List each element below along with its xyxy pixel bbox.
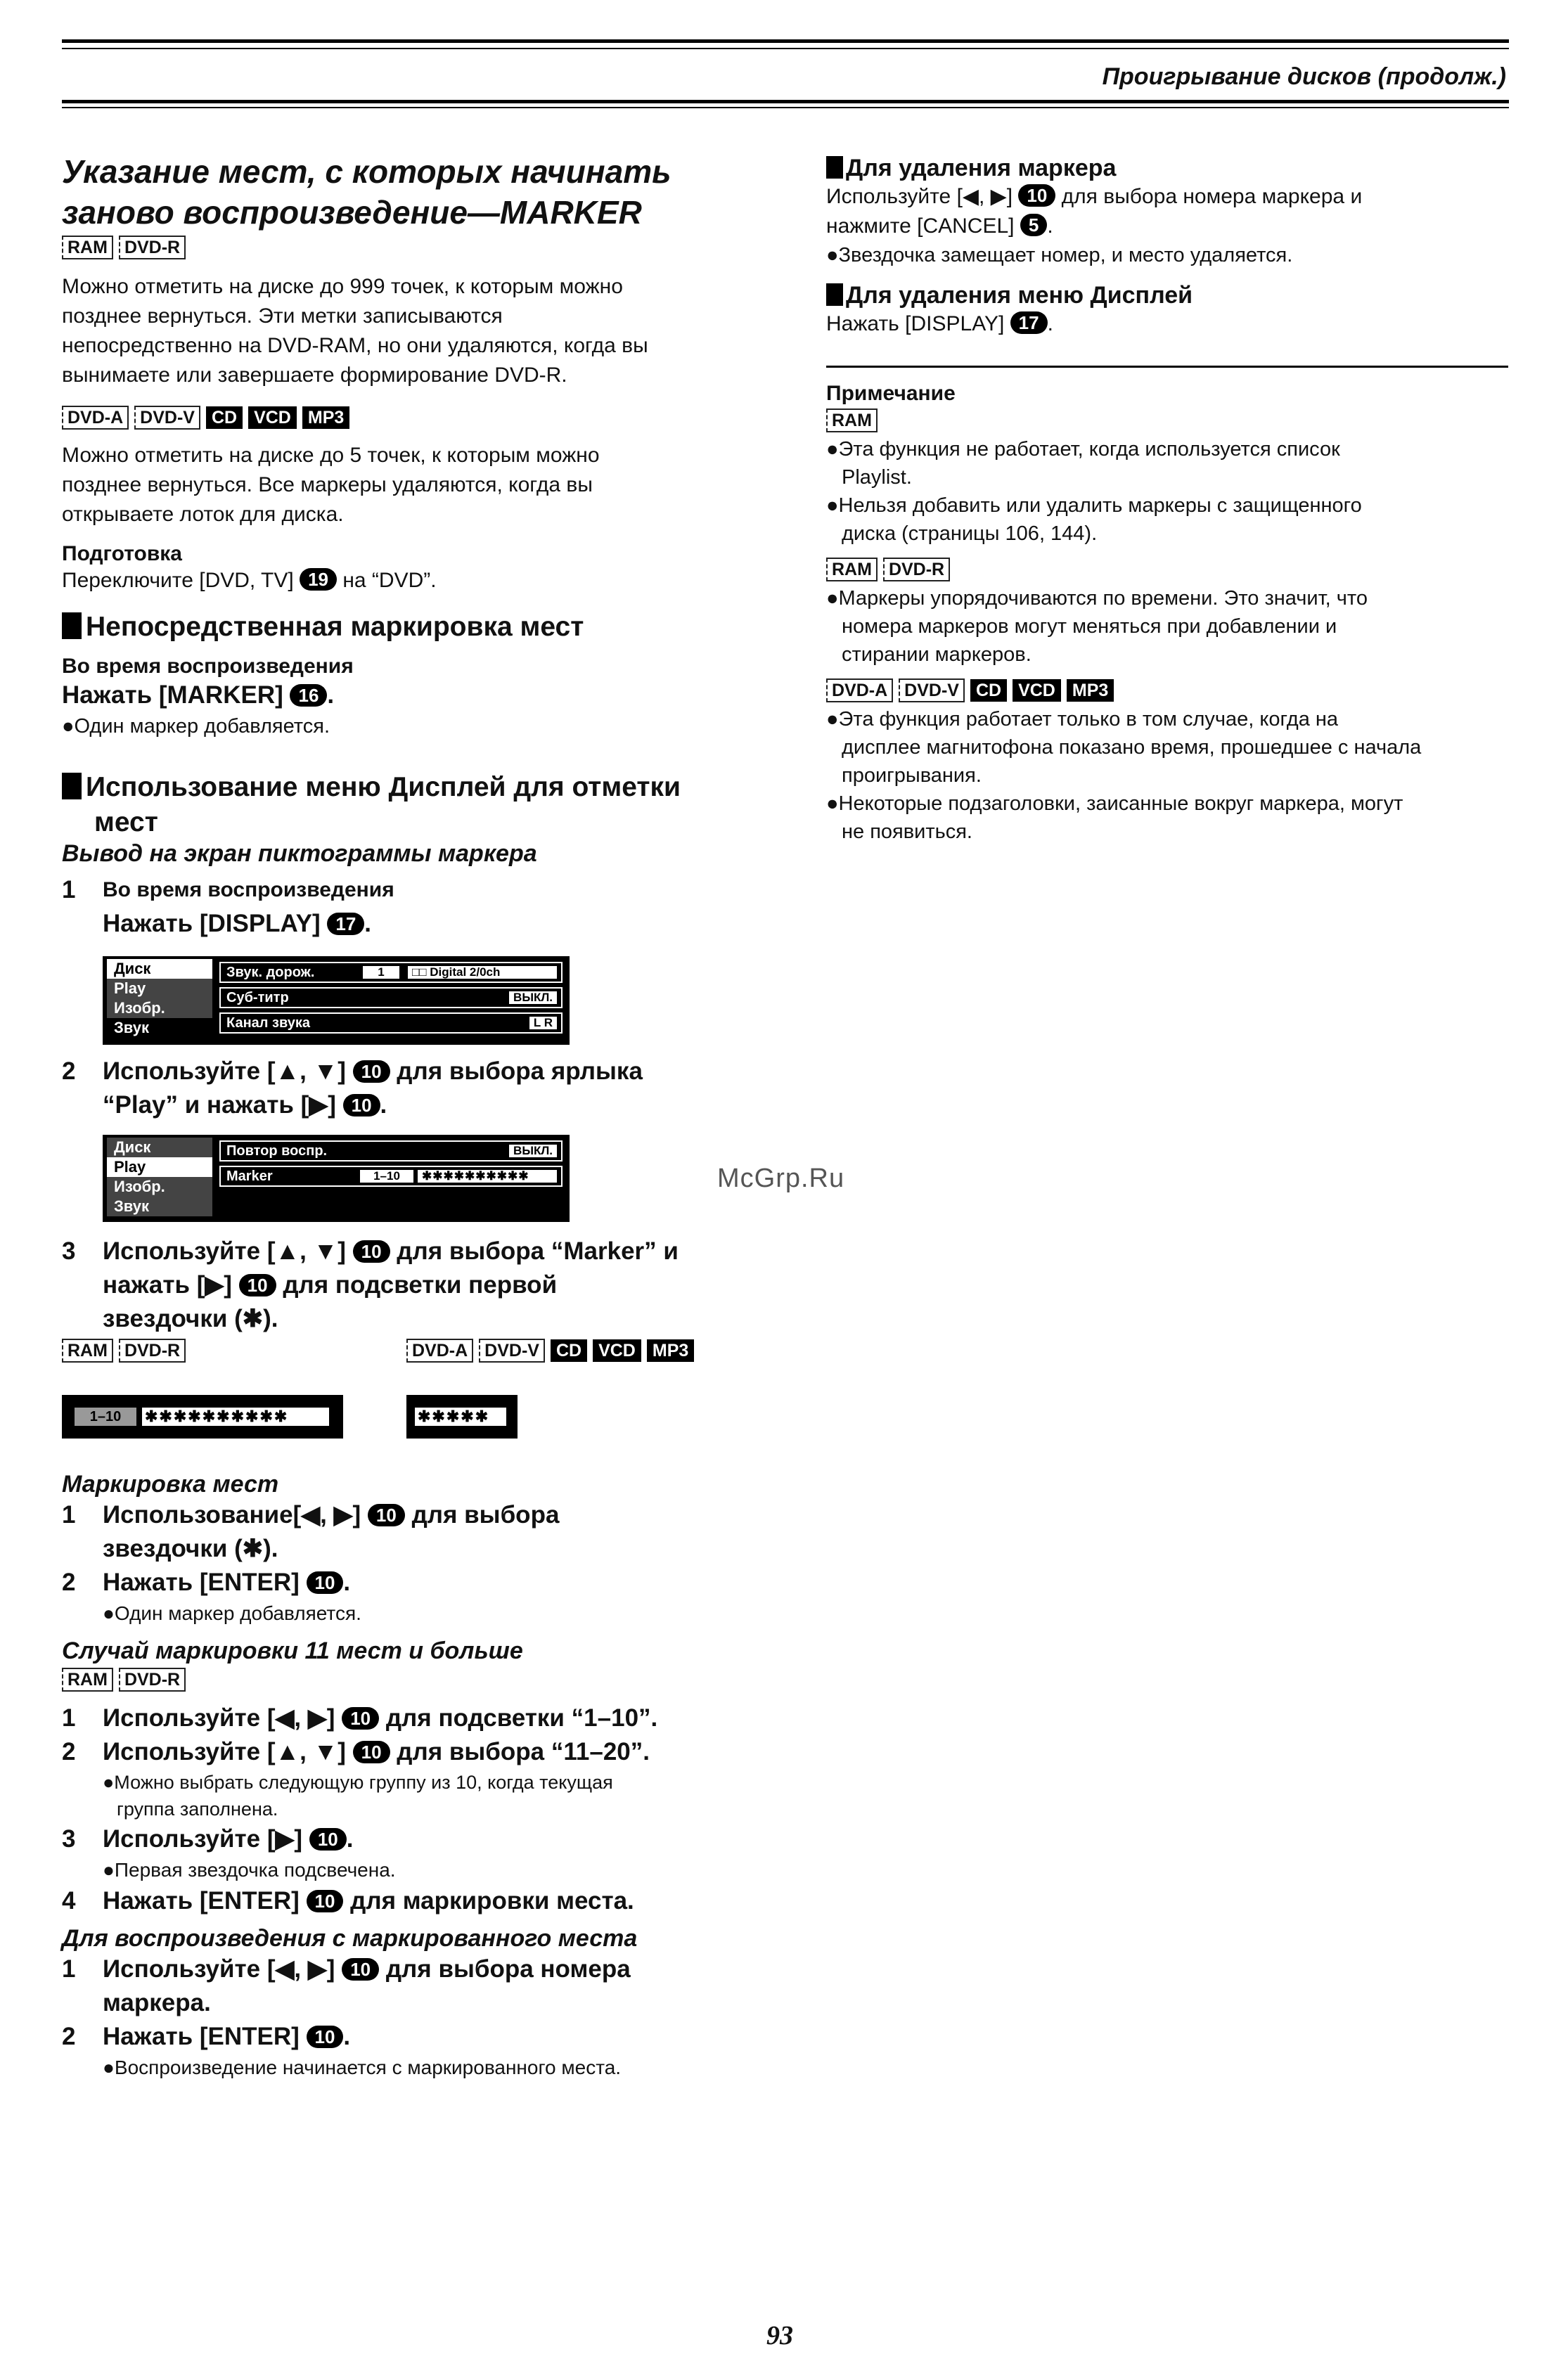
prep-heading: Подготовка (62, 542, 182, 565)
tag: RAM (62, 236, 113, 259)
bullet: не появиться. (842, 821, 972, 843)
tags-ram-dvdr (62, 1339, 191, 1363)
osd-tab: Диск (107, 959, 212, 979)
bullet: ●Первая звездочка подсвечена. (103, 1859, 396, 1881)
step-number: 1 (62, 1501, 76, 1529)
bullet: номера маркеров могут меняться при добавлении и (842, 615, 1337, 638)
divider (826, 366, 1508, 368)
tags-dvd-cd (62, 406, 765, 430)
bullet: ●Один маркер добавляется. (103, 1602, 361, 1624)
button-number-badge: 10 (239, 1274, 276, 1296)
tag: DVD-R (119, 1339, 186, 1363)
button-number-badge: 10 (343, 1094, 380, 1117)
tag: RAM (62, 1339, 113, 1363)
section-heading-text: Использование меню Дисплей для отметки (86, 772, 681, 802)
bullet: проигрывания. (842, 764, 982, 787)
marker-stars: ✱✱✱✱✱ (415, 1408, 506, 1426)
bullet: ●Маркеры упорядочиваются по времени. Это значит, что (826, 587, 1368, 610)
page-number: 93 (766, 2321, 793, 2350)
section-title-2: заново воспроизведение—MARKER (62, 194, 642, 231)
step-text: Используйте [▶] (103, 1825, 303, 1853)
step-text: для маркировки места. (350, 1887, 634, 1915)
button-number-badge: 17 (327, 913, 364, 935)
button-number-badge: 10 (353, 1060, 390, 1083)
step-text: “Play” и нажать [▶] (103, 1091, 336, 1119)
tags-ram-dvdr (62, 236, 765, 259)
marking-section: Маркировка мест 1 Использование[◀, ▶] 10 для выбора звездочки (✱). 2 Нажать [ENTER] 10 . ●Один маркер добавляется. Случай маркировки 11 мест и больше RAM DVD-R 1 Используйте [◀, ▶] 10 для подсветки “1–10”. 2 Используйте [▲, ▼] 10 для выбора “11–20”. ●Можно выбрать следующую группу из 10, когда текущая группа заполнена. 3 Используйте [▶] 10 . ●Первая звездочка подсвечена. 4 Нажать [ENTER] 10 для маркировки места. Для воспроизведения с маркированного места 1 Используйте [◀, ▶] 10 для выбора номера маркера. 2 Нажать [ENTER] 10 . ●Воспроизведение начинается с маркированного места. (62, 1471, 765, 2082)
square-bullet-icon (826, 283, 843, 306)
text: нажмите [CANCEL] (826, 214, 1015, 238)
step-3 (62, 1235, 679, 1336)
bullet: ●Эта функция не работает, когда используется список (826, 438, 1340, 461)
section-heading (62, 770, 765, 805)
osd-value: ВЫКЛ. (509, 1145, 557, 1157)
button-number-badge: 10 (342, 1958, 379, 1981)
step-text: Нажать [ENTER] (103, 2023, 300, 2050)
header-rule-top (62, 39, 1509, 43)
marker-stars: ✱✱✱✱✱✱✱✱✱✱ (142, 1408, 329, 1426)
step-text: нажать [▶] (103, 1271, 232, 1299)
osd-row (219, 962, 563, 983)
note-heading: Примечание (826, 382, 956, 405)
step-number: 3 (62, 1237, 76, 1265)
prep-text (62, 566, 765, 596)
button-number-badge: 19 (300, 568, 337, 591)
bullet: дисплее магнитофона показано время, прошедшее с начала (842, 736, 1422, 759)
text: Нажать [DISPLAY] (826, 312, 1005, 335)
section-heading-text: Для удаления меню Дисплей (846, 282, 1193, 309)
step-text: маркера. (103, 1989, 211, 2016)
osd-row (219, 1140, 563, 1162)
tag: RAM (826, 558, 878, 581)
step-2: 2 Используйте [▲, ▼] 10 для выбора ярлыка “Play” и нажать [▶] 10 . (62, 1055, 643, 1122)
tag: VCD (248, 406, 297, 429)
text-line: позднее вернуться. Все маркеры удаляются, когда вы (62, 473, 593, 496)
step-text: Использование[◀, ▶] (103, 1501, 361, 1529)
bullet: ●Один маркер добавляется. (62, 715, 330, 738)
step-text: для выбора ярлыка (397, 1057, 643, 1085)
prep-label: Переключите [DVD, TV] (62, 569, 294, 592)
text-line: позднее вернуться. Эти метки записываются (62, 304, 503, 328)
tag: DVD-A (406, 1339, 473, 1363)
text-line: непосредственно на DVD-RAM, но они удаляются, когда вы (62, 334, 648, 357)
osd-tab: Диск (107, 1138, 212, 1157)
section-heading-text: Непосредственная маркировка мест (86, 612, 584, 642)
tag: DVD-V (899, 678, 965, 702)
button-number-badge: 10 (307, 2026, 344, 2048)
step-text: Нажать [ENTER] (103, 1887, 300, 1915)
tag: DVD-R (119, 1668, 186, 1692)
instruction: Нажать [MARKER] 16 . (62, 681, 335, 709)
osd-row-label: Канал звука (226, 1015, 311, 1031)
osd-tab: Play (107, 1157, 212, 1177)
bullet: ●Нельзя добавить или удалить маркеры с защищенного (826, 494, 1362, 517)
button-number-badge: 17 (1010, 311, 1048, 334)
step: 1 Во время воспроизведения Нажать [DISPLAY] 17 . (62, 873, 765, 941)
header-title: Проигрывание дисков (продолж.) (1102, 63, 1506, 90)
button-number-badge: 10 (309, 1828, 347, 1851)
osd-value: L R (529, 1017, 557, 1029)
osd-row (219, 987, 563, 1008)
osd-value: □□ Digital 2/0ch (408, 966, 557, 979)
section-heading-text: мест (94, 807, 158, 837)
text-line: Можно отметить на диске до 999 точек, к которым можно (62, 275, 623, 298)
step-text: звездочки (✱). (103, 1535, 278, 1562)
text-line: открываете лоток для диска. (62, 503, 344, 526)
bullet: ●Некоторые подзаголовки, заисанные вокруг маркера, могут (826, 792, 1403, 815)
tag: DVD-V (134, 406, 200, 430)
bullet: группа заполнена. (117, 1798, 278, 1820)
step-text: звездочки (✱). (103, 1305, 278, 1332)
left-column (62, 151, 765, 941)
marker-group-number: 1–10 (75, 1408, 136, 1426)
square-bullet-icon (826, 156, 843, 179)
osd-tab: Play (107, 979, 212, 998)
button-number-badge: 10 (353, 1741, 390, 1763)
italic-subheading: Случай маркировки 11 мест и больше (62, 1637, 523, 1664)
button-number-badge: 10 (342, 1707, 379, 1730)
tag: VCD (593, 1339, 641, 1362)
step-subheading: Во время воспроизведения (103, 878, 394, 901)
osd-row-label: Marker (226, 1169, 273, 1184)
step-number: 1 (62, 1955, 76, 1983)
tag: DVD-A (62, 406, 129, 430)
button-number-badge: 10 (1018, 184, 1055, 207)
header-rule-bottom (62, 100, 1509, 103)
section-heading (826, 155, 1508, 182)
bullet: ●Воспроизведение начинается с маркированного места. (103, 2057, 622, 2078)
step-text: Используйте [◀, ▶] (103, 1955, 335, 1983)
header-rule-bottom-thin (62, 107, 1509, 108)
step-number: 1 (62, 1704, 76, 1732)
text-line: вынимаете или завершаете формирование DVD-R. (62, 363, 567, 387)
italic-subheading: Маркировка мест (62, 1471, 279, 1498)
instruction-text: Нажать [MARKER] (62, 681, 283, 709)
bullet: ●Звездочка замещает номер, и место удаляется. (826, 244, 1293, 266)
button-number-badge: 5 (1020, 214, 1047, 236)
onscreen-display-audio (103, 956, 570, 1045)
step-number: 1 (62, 876, 76, 903)
header-rule-thin (62, 48, 1509, 49)
onscreen-display-play (103, 1135, 570, 1222)
section-heading (62, 610, 765, 645)
osd-row-label: Суб-титр (226, 990, 289, 1005)
italic-subheading: Для воспроизведения с маркированного места (62, 1925, 638, 1952)
tag: DVD-R (119, 236, 186, 259)
step-number: 3 (62, 1825, 76, 1853)
step-text: для выбора номера (385, 1955, 631, 1983)
tag: MP3 (302, 406, 349, 429)
tag: RAM (62, 1668, 113, 1692)
step-text: для подсветки первой (283, 1271, 558, 1299)
step-text: Используйте [▲, ▼] (103, 1237, 346, 1265)
button-number-badge: 10 (353, 1240, 390, 1263)
tag: CD (970, 679, 1007, 702)
osd-row (219, 1012, 563, 1034)
step-number: 2 (62, 1569, 76, 1596)
bullet: ●Можно выбрать следующую группу из 10, когда текущая (103, 1772, 613, 1793)
step-text: Нажать [ENTER] (103, 1569, 300, 1596)
tag: RAM (826, 408, 878, 432)
step-number: 2 (62, 1057, 76, 1085)
osd-value: ВЫКЛ. (509, 991, 557, 1004)
right-column: Для удаления маркера Используйте [◀, ▶] 10 для выбора номера маркера и нажмите [CANCEL] 5 . ●Звездочка замещает номер, и место удаляется. Для удаления меню Дисплей Нажать [DISPLAY] 17 . Примечание RAM ●Эта функция не работает, когда используется список Playlist. ●Нельзя добавить или удалить маркеры с защищенного диска (страницы 106, 144). RAM DVD-R ●Маркеры упорядочиваются по времени. Это значит, что номера маркеров могут меняться при добавлении и стирании маркеров. DVD-A DVD-V CD VCD MP3 ●Эта функция работает только в том случае, когда на дисплее магнитофона показано время, прошедшее с начала проигрывания. ●Некоторые подзаголовки, заисанные вокруг маркера, могут не появиться. (826, 155, 1508, 846)
section-heading (826, 282, 1508, 309)
step-text: Используйте [▲, ▼] (103, 1057, 346, 1085)
step-text: Нажать [DISPLAY] (103, 910, 321, 937)
osd-row (219, 1166, 563, 1187)
tag: MP3 (1067, 679, 1114, 702)
step-text: для выбора “Marker” и (397, 1237, 679, 1265)
osd-tab: Звук (107, 1018, 212, 1038)
section-heading-text: Для удаления маркера (846, 155, 1117, 181)
bullet: стирании маркеров. (842, 643, 1032, 666)
button-number-badge: 10 (307, 1890, 344, 1912)
marker-bar-dvd (406, 1395, 518, 1439)
text: для выбора номера маркера и (1061, 185, 1363, 208)
osd-value: ✱✱✱✱✱✱✱✱✱✱ (418, 1170, 557, 1183)
bullet: ●Эта функция работает только в том случае, когда на (826, 708, 1339, 731)
osd-tab: Изобр. (107, 1177, 212, 1197)
tag: CD (551, 1339, 587, 1362)
tag: MP3 (647, 1339, 694, 1362)
step-text: для выбора (411, 1501, 560, 1529)
subheading: Во время воспроизведения (62, 655, 354, 678)
prep-tail: на “DVD”. (342, 569, 437, 592)
osd-tab: Изобр. (107, 998, 212, 1018)
square-bullet-icon (62, 612, 82, 639)
osd-value: 1–10 (360, 1170, 413, 1183)
section-title: Указание мест, с которых начинать (62, 153, 671, 190)
button-number-badge: 10 (368, 1504, 405, 1526)
button-number-badge: 16 (290, 684, 327, 707)
tag: DVD-A (826, 678, 893, 702)
tags-dvd-cd (406, 1339, 700, 1363)
step-text: для подсветки “1–10”. (385, 1704, 658, 1732)
osd-row-label: Повтор воспр. (226, 1143, 328, 1159)
italic-subheading: Вывод на экран пиктограммы маркера (62, 840, 537, 867)
tag: CD (206, 406, 243, 429)
square-bullet-icon (62, 773, 82, 799)
step-number: 4 (62, 1887, 76, 1915)
osd-row-label: Звук. дорож. (226, 965, 315, 980)
step-text: Используйте [▲, ▼] (103, 1738, 346, 1765)
paragraph-1 (62, 272, 765, 390)
text: Используйте [◀, ▶] (826, 185, 1013, 208)
tag: DVD-R (883, 558, 950, 581)
text-line: Можно отметить на диске до 5 точек, к которым можно (62, 444, 600, 467)
step-text: Используйте [◀, ▶] (103, 1704, 335, 1732)
button-number-badge: 10 (307, 1571, 344, 1594)
paragraph-2 (62, 441, 765, 529)
marker-bar-ram (62, 1395, 343, 1439)
step-number: 2 (62, 2023, 76, 2050)
watermark: McGrp.Ru (717, 1164, 845, 1193)
tag: VCD (1013, 679, 1061, 702)
bullet: диска (страницы 106, 144). (842, 522, 1098, 545)
bullet: Playlist. (842, 466, 912, 489)
osd-tab: Звук (107, 1197, 212, 1216)
step-number: 2 (62, 1738, 76, 1765)
step-text: для выбора “11–20”. (397, 1738, 650, 1765)
tag: DVD-V (479, 1339, 545, 1363)
osd-value: 1 (363, 966, 399, 979)
